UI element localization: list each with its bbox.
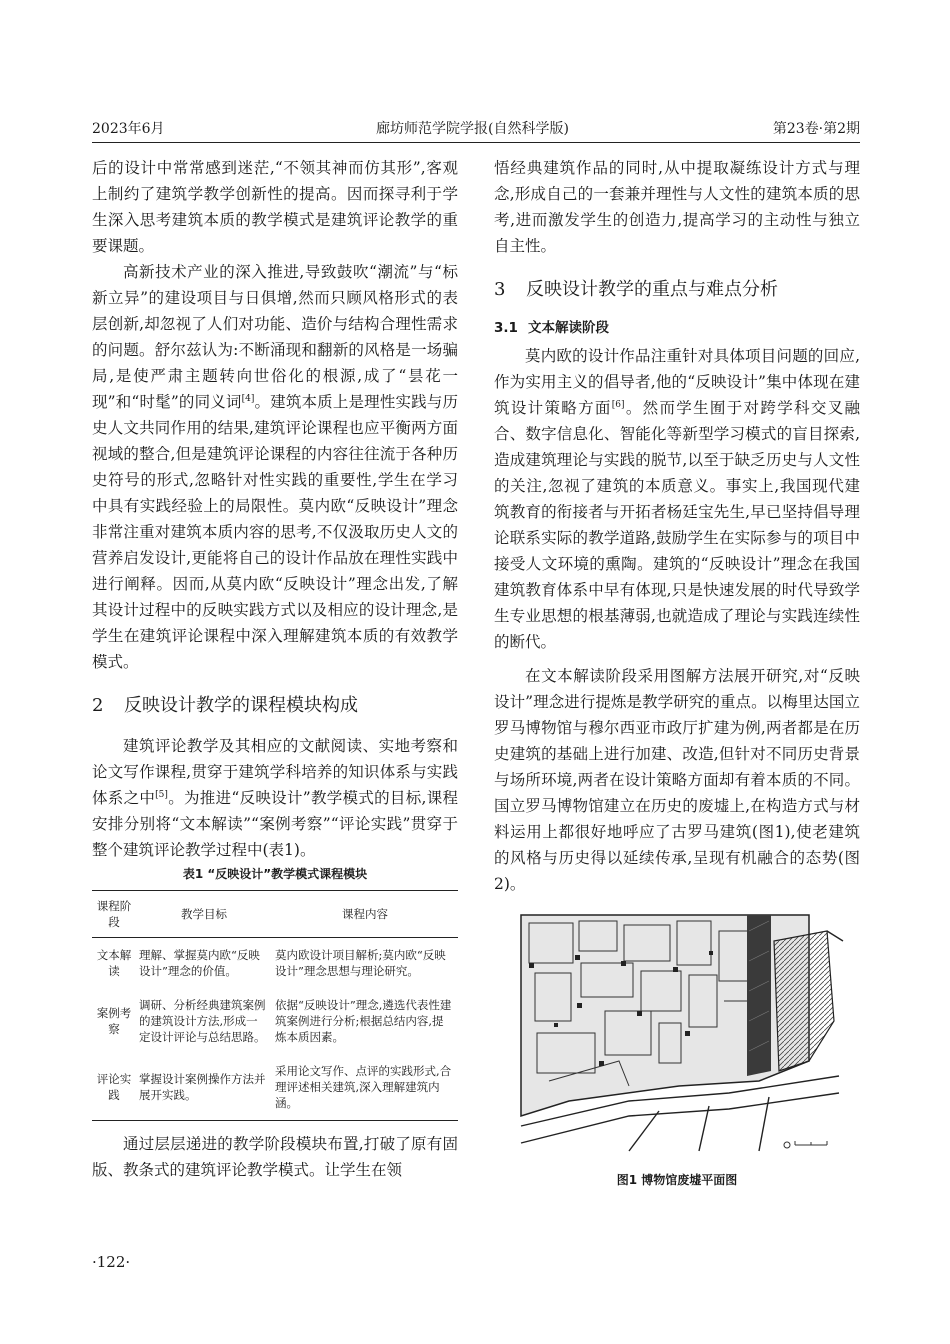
citation-ref: [5]: [155, 789, 168, 800]
header-rule: [92, 142, 860, 143]
table-header: 课程阶段: [92, 891, 136, 938]
left-column: [92, 155, 458, 1183]
figure-museum-ruins-plan: [509, 911, 845, 1159]
table-row: [92, 938, 458, 989]
paragraph: 通过层层递进的教学阶段模块布置,打破了原有固版、教条式的建筑评论教学模式。让学生在领: [92, 1135, 458, 1179]
paragraph: 悟经典建筑作品的同时,从中提取凝练设计方式与理念,形成自己的一套兼并理性与人文性的建筑本质的思考,进而激发学生的创造力,提高学习的主动性与独立自主性。: [494, 159, 860, 255]
table-header: 教学目标: [136, 891, 272, 938]
section-heading: 3 反映设计教学的重点与难点分析: [494, 279, 778, 300]
subsection-heading: 3.1 文本解读阶段: [494, 320, 609, 336]
paragraph: 建筑评论教学及其相应的文献阅读、实地考察和论文写作课程,贯穿于建筑学科培养的知识体系与实践体系之中[5]。为推进“反映设计”教学模式的目标,课程安排分别将“文本解读”“案例考察”“评论实践”贯穿于整个建筑评论教学过程中(表1)。: [92, 737, 458, 859]
paragraph: 高新技术产业的深入推进,导致鼓吹“潮流”与“标新立异”的建设项目与日俱增,然而只顾风格形式的表层创新,却忽视了人们对功能、造价与结构合理性需求的问题。舒尔兹认为:不断涌现和翻新的风格是一场骗局,是使严肃主题转向世俗化的根源,成了“昙花一现”和“时髦”的同义词[4]。建筑本质上是理性实践与历史人文共同作用的结果,建筑评论课程也应平衡两方面视域的整合,但是建筑评论课程的内容往往流于各种历史符号的形式,忽略针对性实践的重要性,学生在学习中具有实践经验上的局限性。莫内欧“反映设计”理念非常注重对建筑本质内容的思考,不仅汲取历史人文的营养启发设计,更能将自己的设计作品放在理性实践中进行阐释。因而,从莫内欧“反映设计”理念出发,了解其设计过程中的反映实践方式以及相应的设计理念,是学生在建筑评论课程中深入理解建筑本质的有效教学模式。: [92, 263, 458, 671]
table-cell: 莫内欧设计项目解析;莫内欧“反映设计”理念思想与理论研究。: [275, 948, 446, 978]
table-cell: 评论实践: [96, 1072, 132, 1102]
citation-ref: [4]: [241, 393, 255, 404]
table-cell: 掌握设计案例操作方法并展开实践。: [139, 1072, 266, 1102]
table-cell: 依据“反映设计”理念,遴选代表性建筑案例进行分析;根据总结内容,提炼本质因素。: [275, 998, 452, 1044]
paragraph: 后的设计中常常感到迷茫,“不领其神而仿其形”,客观上制约了建筑学教学创新性的提高。因而探寻利于学生深入思考建筑本质的教学模式是建筑评论教学的重要课题。: [92, 159, 458, 255]
table-caption: 表1 “反映设计”教学模式课程模块: [182, 867, 368, 881]
citation-ref: [6]: [611, 399, 625, 410]
table-row: [92, 988, 458, 1054]
table-cell: 案例考察: [96, 1006, 132, 1036]
table-cell: 调研、分析经典建筑案例的建筑设计方法,形成一定设计评论与总结思路。: [139, 998, 266, 1044]
section-heading: 2 反映设计教学的课程模块构成: [92, 695, 358, 716]
paragraph: 莫内欧的设计作品注重针对具体项目问题的回应,作为实用主义的倡导者,他的“反映设计”集中体现在建筑设计策略方面[6]。然而学生囿于对跨学科交叉融合、数字信息化、智能化等新型学习模式的盲目探索,造成建筑理论与实践的脱节,以至于缺乏历史与人文性的关注,忽视了建筑的本质意义。事实上,我国现代建筑教育的衔接者与开拓者杨廷宝先生,早已坚持倡导理论联系实际的教学道路,鼓励学生在实际参与的项目中接受人文环境的熏陶。建筑的“反映设计”理念在我国建筑教育体系中早有体现,只是快速发展的时代导致学生专业思想的根基薄弱,也就造成了理论与实践连续性的断代。: [494, 347, 860, 651]
page-number: ·122·: [92, 1253, 131, 1271]
table-cell: 采用论文写作、点评的实践形式,合理评述相关建筑,深入理解建筑内涵。: [275, 1064, 452, 1110]
table-row: [92, 1054, 458, 1121]
right-column: [494, 155, 860, 1188]
course-module-table: [92, 890, 458, 1121]
ruins-plan-drawing: [509, 911, 845, 1159]
table-cell: 理解、掌握莫内欧“反映设计”理念的价值。: [139, 948, 260, 978]
table-header: 课程内容: [272, 891, 458, 938]
figure-caption: 图1 博物馆废墟平面图: [616, 1173, 738, 1187]
header-volume: 第23卷·第2期: [772, 121, 860, 137]
paragraph: 在文本解读阶段采用图解方法展开研究,对“反映设计”理念进行提炼是教学研究的重点。以梅里达国立罗马博物馆与穆尔西亚市政厅扩建为例,两者都是在历史建筑的基础上进行加建、改造,但针对不同历史背景与场所环境,两者在设计策略方面却有着本质的不同。国立罗马博物馆建立在历史的废墟上,在构造方式与材料运用上都很好地呼应了古罗马建筑(图1),使老建筑的风格与历史得以延续传承,呈现有机融合的态势(图2)。: [494, 667, 860, 893]
table-cell: 文本解读: [96, 948, 132, 978]
header-journal: 廊坊师范学院学报(自然科学版): [376, 121, 569, 137]
header-date: 2023年6月: [92, 121, 165, 137]
